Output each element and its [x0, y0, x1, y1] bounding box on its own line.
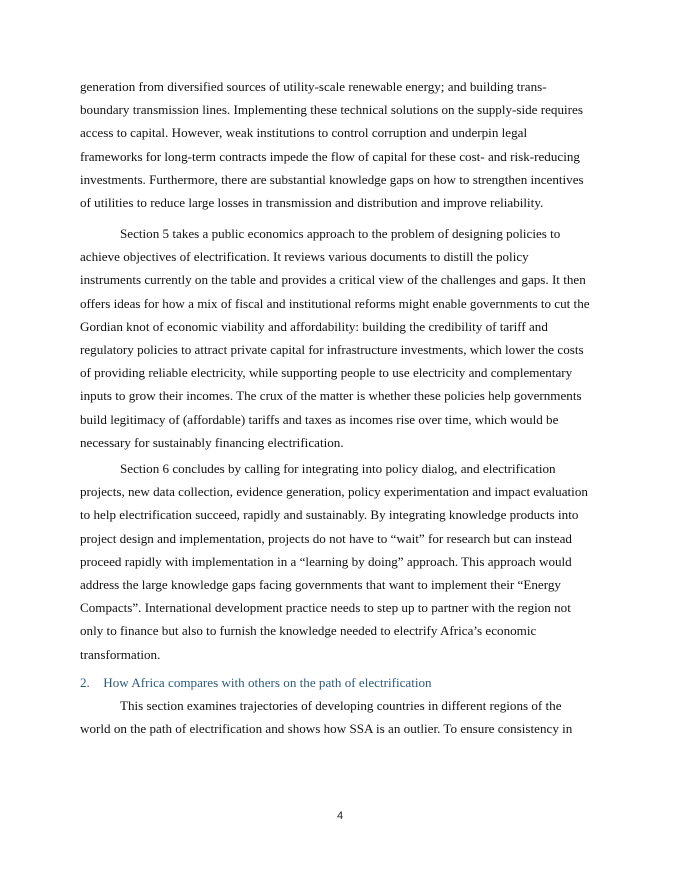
section-title: How Africa compares with others on the path of electrification [103, 675, 432, 690]
paragraph-supply-side [80, 75, 602, 214]
section-heading [80, 673, 432, 693]
text-line: This section examines trajectories of developing countries in different regions of the [120, 698, 562, 713]
text-line: inputs to grow their incomes. The crux of the matter is whether these policies help governments [80, 388, 582, 404]
text-line: build legitimacy of (affordable) tariffs and taxes as incomes rise over time, which would be [80, 411, 559, 427]
paragraph-section-6 [80, 457, 602, 666]
text-line: only to finance but also to furnish the knowledge needed to electrify Africa’s economic [80, 623, 537, 639]
text-line: boundary transmission lines. Implementing these technical solutions on the supply-side requires [80, 102, 583, 118]
text-line: to help electrification succeed, rapidly and sustainably. By integrating knowledge products into [80, 507, 579, 523]
text-line: projects, new data collection, evidence generation, policy experimentation and impact evaluation [80, 484, 588, 500]
text-line: Gordian knot of economic viability and affordability: building the credibility of tariff and [80, 318, 548, 334]
text-line: of utilities to reduce large losses in transmission and distribution and improve reliability. [80, 195, 544, 211]
text-line: Section 5 takes a public economics approach to the problem of designing policies to [120, 226, 561, 241]
text-line: offers ideas for how a mix of fiscal and institutional reforms might enable governments to cut the [80, 295, 590, 311]
text-line: world on the path of electrification and shows how SSA is an outlier. To ensure consistency in [80, 721, 573, 737]
text-line: proceed rapidly with implementation in a “learning by doing” approach. This approach would [80, 553, 572, 569]
text-line: Compacts”. International development practice needs to step up to partner with the region not [80, 600, 571, 616]
text-line: access to capital. However, weak institutions to control corruption and underpin legal [80, 125, 528, 141]
paragraph-section-2-intro [80, 694, 602, 740]
text-line: instruments currently on the table and provides a critical view of the challenges and gaps. It then [80, 272, 586, 288]
text-line: generation from diversified sources of utility-scale renewable energy; and building trans- [80, 79, 547, 94]
section-number: 2. [80, 675, 90, 690]
page-number: 4 [336, 810, 344, 822]
text-line: investments. Furthermore, there are substantial knowledge gaps on how to strengthen incentives [80, 171, 584, 187]
text-line: necessary for sustainably financing electrification. [80, 434, 344, 450]
text-line: achieve objectives of electrification. It reviews various documents to distill the policy [80, 249, 529, 265]
text-line: address the large knowledge gaps facing governments that want to implement their “Energy [80, 577, 561, 593]
text-line: project design and implementation, projects do not have to “wait” for research but can instead [80, 530, 572, 546]
text-line: transformation. [80, 646, 161, 662]
text-line: Section 6 concludes by calling for integrating into policy dialog, and electrification [120, 461, 556, 476]
text-line: frameworks for long-term contracts impede the flow of capital for these cost- and risk-reducing [80, 148, 580, 164]
paragraph-section-5 [80, 222, 602, 454]
text-line: regulatory policies to attract private capital for infrastructure investments, which lower the costs [80, 342, 584, 358]
text-line: of providing reliable electricity, while supporting people to use electricity and complementary [80, 365, 573, 381]
